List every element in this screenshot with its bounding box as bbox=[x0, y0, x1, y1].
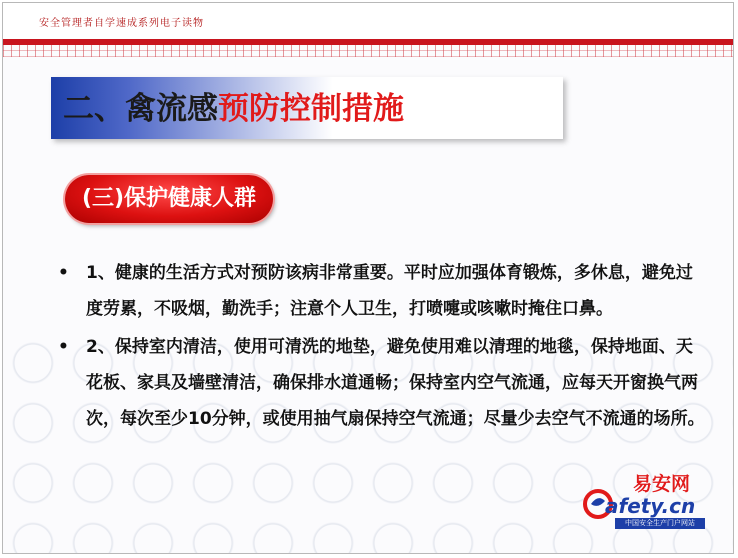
site-logo bbox=[581, 473, 711, 533]
header-strip bbox=[3, 3, 733, 43]
bullet-marker: • bbox=[58, 337, 69, 357]
bullet-marker: • bbox=[58, 263, 69, 283]
series-title: 安全管理者自学速成系列电子读物 bbox=[39, 18, 204, 29]
bullet-text: 2、保持室内清洁，使用可清洗的地垫，避免使用难以清理的地毯，保持地面、天花板、家具及墙壁清洁，确保排水道通畅；保持室内空气流通，应每天开窗换气两次，每次至少10分钟，或使用抽气扇保持空气流通；尽量少去空气不流通的场所。 bbox=[86, 337, 705, 429]
list-item bbox=[58, 255, 708, 327]
decorative-pattern bbox=[3, 45, 733, 57]
bullet-text: 1、健康的生活方式对预防该病非常重要。平时应加强体育锻炼，多休息，避免过度劳累，不吸烟，勤洗手；注意个人卫生，打喷嚏或咳嗽时掩住口鼻。 bbox=[86, 263, 693, 319]
section-heading: (三)保护健康人群 bbox=[65, 175, 273, 223]
title-prefix: 二、禽流感 bbox=[63, 91, 218, 127]
list-item bbox=[58, 329, 708, 437]
logo-subtitle: 中国安全生产门户网站 bbox=[615, 518, 705, 529]
bullet-list bbox=[58, 255, 708, 439]
page-title bbox=[63, 88, 404, 130]
slide bbox=[2, 2, 734, 554]
logo-en-text: afety.cn bbox=[605, 494, 696, 518]
title-highlight: 预防控制措施 bbox=[218, 91, 404, 127]
logo-cn-text: 易安网 bbox=[633, 473, 691, 495]
